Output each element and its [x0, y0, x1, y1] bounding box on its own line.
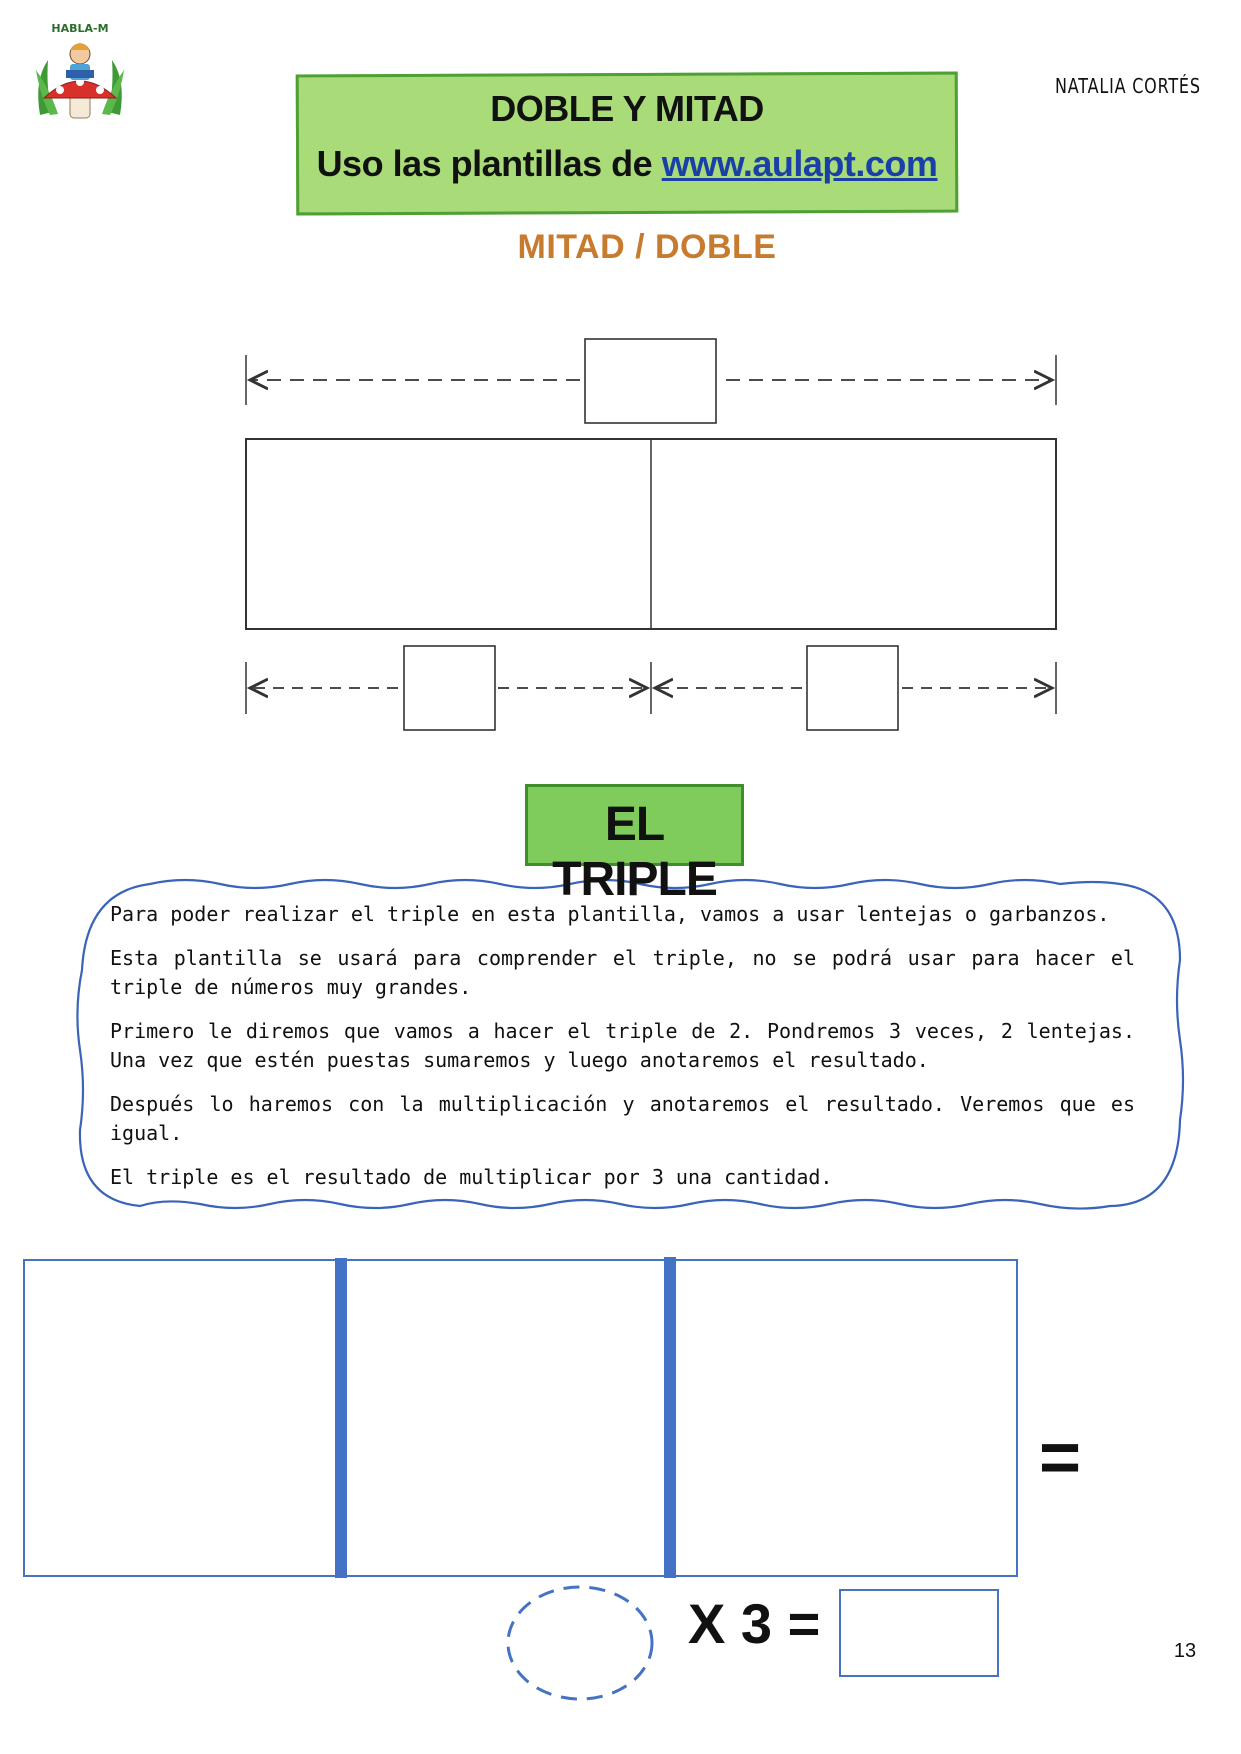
mitad-doble-title: MITAD / DOBLE — [517, 228, 777, 266]
page-title: DOBLE Y MITAD — [490, 88, 764, 129]
author-name: NATALIA CORTÉS — [1055, 74, 1201, 98]
page-number: 13 — [1173, 1640, 1197, 1662]
instruction-paragraph: Después lo haremos con la multiplicación y anotaremos el resultado. Veremos que es igual. — [110, 1092, 1135, 1145]
quantity-ellipse — [508, 1587, 652, 1699]
equals-sign: = — [1038, 1418, 1082, 1498]
instruction-paragraph: Para poder realizar el triple en esta plantilla, vamos a usar lentejas o garbanzos. — [110, 902, 1110, 926]
header-subtitle-prefix: Uso las plantillas de — [316, 143, 653, 184]
aulapt-link[interactable]: www.aulapt.com — [661, 143, 938, 184]
triple-divider-2 — [664, 1257, 676, 1578]
triple-divider-1 — [335, 1258, 347, 1578]
instruction-paragraph: El triple es el resultado de multiplicar por 3 una cantidad. — [110, 1165, 833, 1189]
triple-outer-box — [24, 1260, 1017, 1576]
triple-title: EL TRIPLE — [552, 798, 717, 906]
mitad-answer-box-right — [807, 646, 898, 730]
triple-boxes — [24, 1257, 1017, 1578]
svg-text:HABLA-M: HABLA-M — [51, 22, 109, 35]
instruction-paragraph: Primero le diremos que vamos a hacer el triple de 2. Pondremos 3 veces, 2 lentejas. Una vez que estén puestas sumaremos y luego anotaremos el resultado. — [110, 1019, 1135, 1072]
instructions-text — [110, 900, 1135, 1207]
mitad-answer-box-left — [404, 646, 495, 730]
multiply-by-three: X 3 = — [688, 1592, 821, 1655]
mitad-doble-diagram — [246, 339, 1056, 730]
instruction-paragraph: Esta plantilla se usará para comprender el triple, no se podrá usar para hacer el triple de números muy grandes. — [110, 946, 1135, 999]
triple-result-box — [840, 1590, 998, 1676]
doble-answer-box — [585, 339, 716, 423]
